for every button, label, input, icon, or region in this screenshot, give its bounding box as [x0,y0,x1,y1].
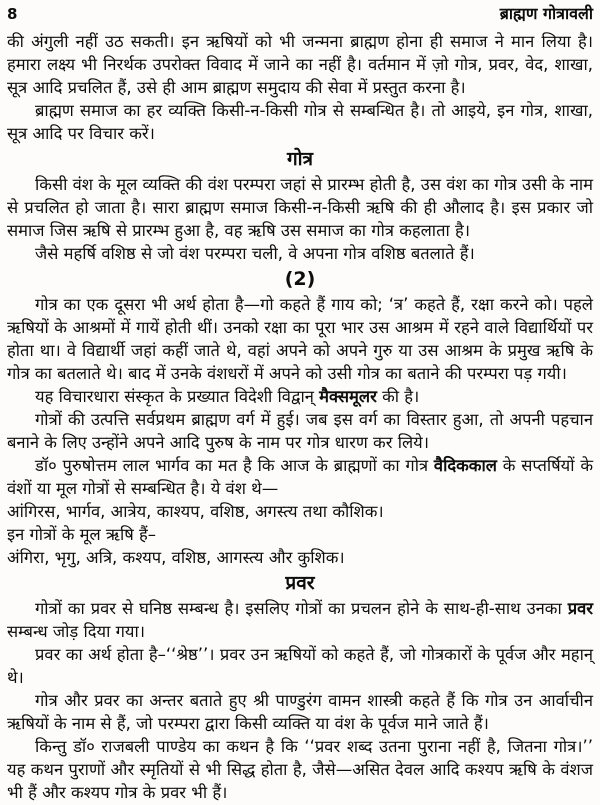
paragraph [7,643,593,689]
text-segment: ब्राह्मण समाज का हर व्यक्ति किसी-न-किसी गोत्र से सम्बन्धित है। तो आइये, इन गोत्र, शाखा, सूत्र आदि पर विचार करें। [7,101,593,143]
text-segment: अंगिरा, भृगु, अत्रि, कश्यप, वशिष्ठ, आगस्त्य और कुशिक। [7,548,345,567]
text-segment: की है। [376,387,420,406]
text-segment: यह विचारधारा संस्कृत के प्रख्यात विदेशी विद्वान् [35,387,320,406]
text-segment: जैसे महर्षि वशिष्ठ से जो वंश परम्परा चली, वे अपना गोत्र वशिष्ठ बतलाते हैं। [35,244,475,263]
paragraph [7,500,593,523]
section-heading: (2) [284,268,316,290]
text-segment: किन्तु डॉ० राजबली पाण्डेय का कथन है कि ‘‘प्रवर शब्द उतना पुराना नहीं है, जितना गोत्र।’’ यह कथन पुराणों और स्मृतियों से भी सिद्ध होता है, जैसे—असित देवल आदि कश्यप ऋषि के वंशज भी हैं और कश्यप गोत्र के प्रवर भी हैं। [7,737,593,802]
paragraph [7,597,593,643]
section-heading: गोत्र [286,148,314,170]
page-body [7,30,593,804]
text-segment: किसी वंश के मूल व्यक्ति की वंश परम्परा जहां से प्रारम्भ होती है, उस वंश का गोत्र उसी के नाम से प्रचलित हो जाता है। सारा ब्राह्मण समाज किसी-न-किसी ऋषि की ही औलाद है। इस प्रकार जो समाज जिस ऋषि से प्रारम्भ हुआ है, वह ऋषि उस समाज का गोत्र कहलाता है। [7,175,593,240]
page-header [7,4,593,24]
paragraph [7,242,593,265]
text-segment: गोत्र और प्रवर का अन्तर बताते हुए श्री पाण्डुरंग वामन शास्त्री कहते हैं कि गोत्र उन आर्वाचीन ऋषियों के नाम से हैं, जो परम्परा द्वारा किसी व्यक्ति या वंश के पूर्वज माने जाते हैं। [7,691,593,733]
text-segment: इन गोत्रों के मूल ऋषि हैं– [7,525,157,544]
text-segment: गोत्र का एक दूसरा भी अर्थ होता है—गो कहते हैं गाय को; ‘त्र’ कहते हैं, रक्षा करने को। पहले ऋषियों के आश्रमों में गायें होती थीं। उनको रक्षा का पूरा भार उस आश्रम में रहने वाले विद्यार्थियों पर होता था। वे विद्यार्थी जहां कहीं जाते थे, वहां अपने को अपने गुरु या उस आश्रम के प्रमुख ऋषि के गोत्र का बतलाते थे। बाद में उनके वंशधरों में अपने को उसी गोत्र का बताने की परम्परा पड़ गयी। [7,295,593,383]
text-segment: के सप्तर्षियों के वंशों या मूल गोत्रों से सम्बन्धित है। ये वंश थे— [7,456,593,498]
paragraph [7,546,593,569]
text-segment: गोत्रों की उत्पत्ति सर्वप्रथम ब्राह्मण वर्ग में हुई। जब इस वर्ग का विस्तार हुआ, तो अपनी पहचान बनाने के लिए उन्होंने अपने आदि पुरुष के नाम पर गोत्र धारण कर लिये। [7,410,593,452]
bold-text-segment: मैक्समूलर [319,387,377,406]
paragraph [7,30,593,99]
page-number: 8 [7,5,18,23]
text-segment: गोत्रों का प्रवर से घनिष्ठ सम्बन्ध है। इसलिए गोत्रों का प्रचलन होने के साथ-ही-साथ उनका [35,599,568,618]
section-heading: प्रवर [285,572,315,594]
paragraph [7,408,593,454]
paragraph [7,385,593,408]
paragraph [7,293,593,385]
paragraph [7,735,593,804]
running-title: ब्राह्मण गोत्रावली [499,4,593,23]
paragraph [7,523,593,546]
paragraph [7,173,593,242]
paragraph [7,689,593,735]
paragraph [7,99,593,145]
text-segment: की अंगुली नहीं उठ सकती। इन ऋषियों को भी जन्मना ब्राह्मण होना ही समाज ने मान लिया है। हमारा लक्ष्य भी निरर्थक उपरोक्त विवाद में जाने का नहीं है। वर्तमान में ज़ो गोत्र, प्रवर, वेद, शाखा, सूत्र आदि प्रचलित हैं, उसे ही आम ब्राह्मण समुदाय की सेवा में प्रस्तुत करना है। [7,32,593,97]
text-segment: प्रवर का अर्थ होता है–‘‘श्रेष्ठ’’। प्रवर उन ऋषियों को कहते हैं, जो गोत्रकारों के पूर्वज और महान् थे। [7,645,593,687]
bold-text-segment: वैदिककाल [433,456,497,475]
bold-text-segment: प्रवर [567,599,593,618]
text-segment: सम्बन्ध जोड़ दिया गया। [7,622,145,641]
text-segment: डॉ० पुरुषोत्तम लाल भार्गव का मत है कि आज के ब्राह्मणों का गोत्र [35,456,434,475]
paragraph [7,454,593,500]
text-segment: आंगिरस, भार्गव, आत्रेय, काश्यप, वशिष्ठ, अगस्त्य तथा कौशिक। [7,502,384,521]
